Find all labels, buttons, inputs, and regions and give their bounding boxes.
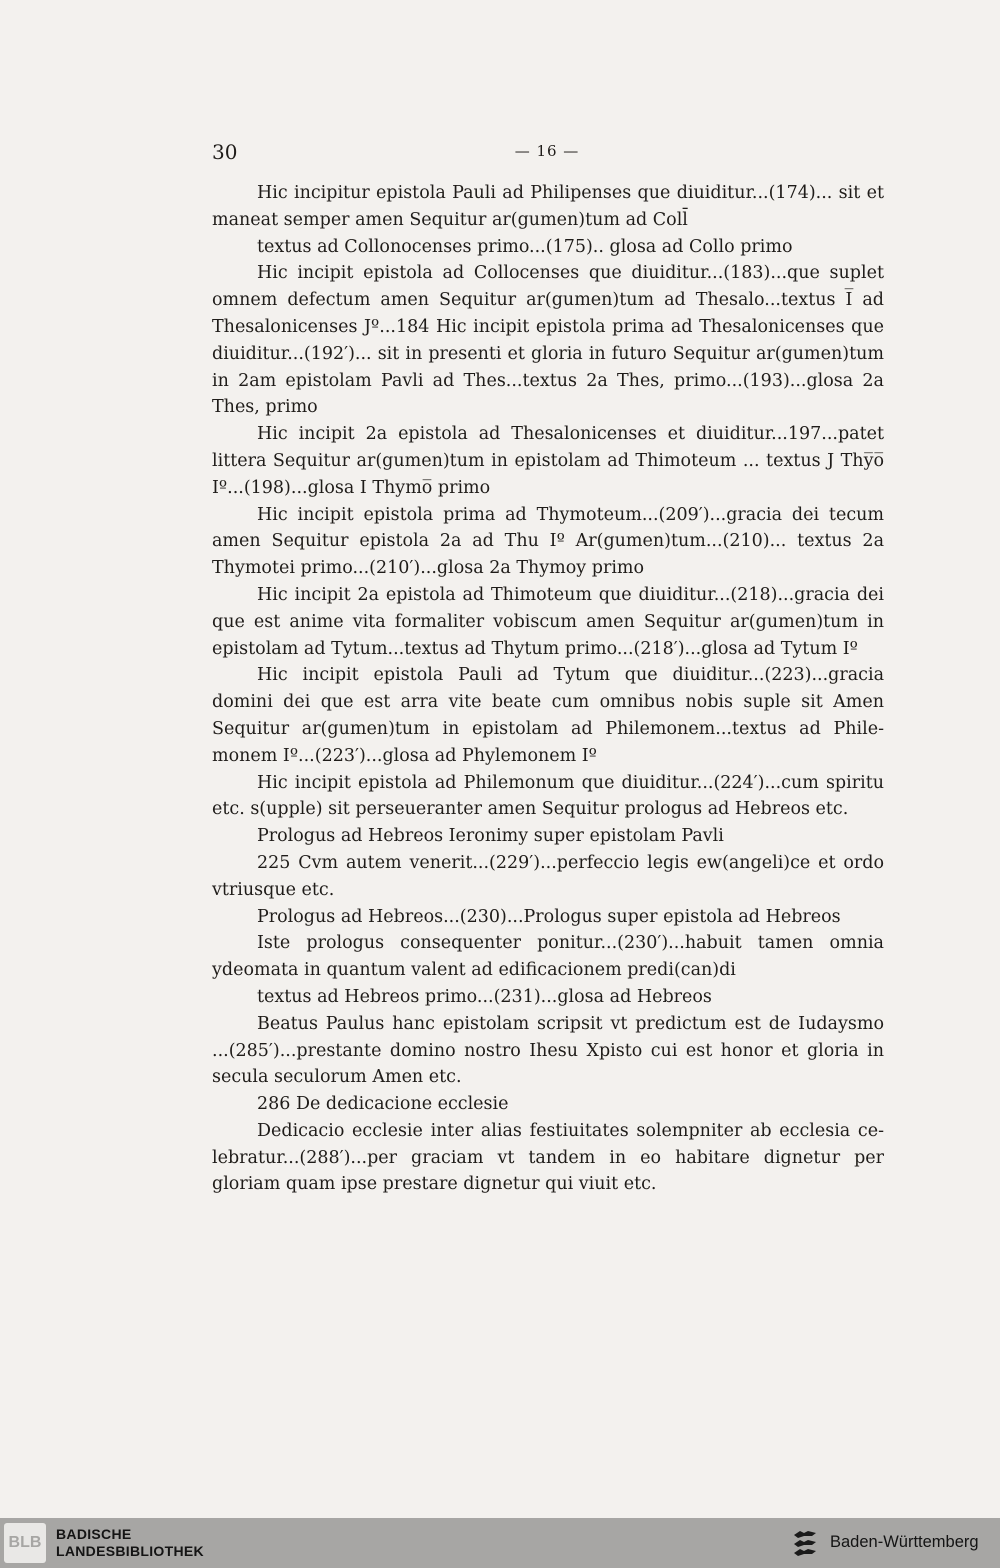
paragraph: 286 De dedicacione ecclesie bbox=[257, 1094, 509, 1115]
paragraph: Prologus ad Hebreos Ieronimy super epistolam Pavli bbox=[257, 826, 724, 847]
state-label[interactable]: Baden-Württemberg bbox=[830, 1533, 979, 1551]
center-page-mark: — 16 — bbox=[514, 142, 580, 160]
paragraph: Dedicacio ecclesie inter alias festiuitates solempniter ab ecclesia celebratur...(288′)...per graciam vt tandem in eo habitare dignetur per gloriam quam ipse prestare dignetur qui viuit etc. bbox=[212, 1120, 884, 1195]
library-name-line1: BADISCHE bbox=[56, 1526, 132, 1542]
footer-bar bbox=[0, 1518, 1000, 1568]
paragraph: Hic incipitur epistola Pauli ad Philipenses que diuiditur...(174)... sit et maneat semper amen Sequitur ar(gumen)tum ad Coll̄ bbox=[212, 183, 884, 230]
text-body bbox=[212, 180, 884, 1198]
library-name-line2: LANDESBIBLIOTHEK bbox=[56, 1543, 204, 1559]
library-name[interactable] bbox=[56, 1526, 204, 1560]
paragraph: Hic incipit epistola ad Collocenses que diuiditur...(183)...que suplet omnem defectum amen Sequitur ar(gumen)tum ad Thesalo...textus I̅ ad Thesalonicenses Jº...184 Hic incipit epistola prima ad Thesalonicenses que diuiditur...(192′)... sit in presenti et gloria in futuro Sequitur ar(gumen)tum in 2am epistolam Pavli ad Thes...textus 2a Thes, primo...(193)...glosa 2a Thes, primo bbox=[212, 263, 884, 418]
lions-coat-of-arms-icon bbox=[790, 1527, 822, 1559]
paragraph: Hic incipit 2a epistola ad Thesalonicenses et diuiditur...197...patet littera Sequitur ar(gumen)tum in epistolam ad Thimoteum ... textus J Thy̅o̅ Iº...(198)...glosa I Thymo̅ primo bbox=[212, 424, 884, 498]
paragraph: Hic incipit 2a epistola ad Thimoteum que diuiditur...(218)...gracia dei que est anime vita formaliter vobiscum amen Sequitur ar(gumen)tum in epistolam ad Tytum...textus ad Thytum primo...(218′)...glosa ad Tytum Iº bbox=[212, 584, 884, 659]
paragraph: Beatus Paulus hanc epistolam scripsit vt predictum est de Iudaysmo ...(285′)...prestante domino nostro Ihesu Xpisto cui est honor et gloria in secula seculorum Amen etc. bbox=[212, 1013, 884, 1088]
blb-logo-icon[interactable]: BLB bbox=[4, 1523, 46, 1563]
page-number: 30 bbox=[212, 140, 238, 164]
paragraph: 225 Cvm autem venerit...(229′)...perfeccio legis ew(angeli)ce et ordo vtriusque etc. bbox=[212, 852, 884, 900]
paragraph: Hic incipit epistola ad Philemonum que diuiditur...(224′)...cum spiritu etc. s(upple) sit perseueranter amen Sequitur prologus ad Hebreos etc. bbox=[212, 772, 884, 820]
paragraph: Iste prologus consequenter ponitur...(230′)...habuit tamen omnia ydeomata in quantum valent ad edificacionem predi(can)di bbox=[212, 933, 884, 981]
paragraph: Hic incipit epistola Pauli ad Tytum que diuiditur...(223)...gracia domini dei que est arra vite beate cum omnibus nobis suple sit Amen Sequitur ar(gumen)tum in epistolam ad Philemonem...textus ad Philemonem Iº...(223′)...glosa ad Phylemonem Iº bbox=[212, 665, 884, 766]
paragraph: Hic incipit epistola prima ad Thymoteum...(209′)...gracia dei tecum amen Sequitur epistola 2a ad Thu Iº Ar(gumen)tum...(210)... textus 2a Thymotei primo...(210′)...glosa 2a Thymoy primo bbox=[212, 504, 884, 579]
page-header bbox=[212, 140, 882, 168]
paragraph: textus ad Hebreos primo...(231)...glosa ad Hebreos bbox=[257, 986, 712, 1007]
paragraph: textus ad Collonocenses primo...(175).. glosa ad Collo primo bbox=[257, 236, 793, 257]
paragraph: Prologus ad Hebreos...(230)...Prologus super epistola ad Hebreos bbox=[257, 906, 841, 927]
